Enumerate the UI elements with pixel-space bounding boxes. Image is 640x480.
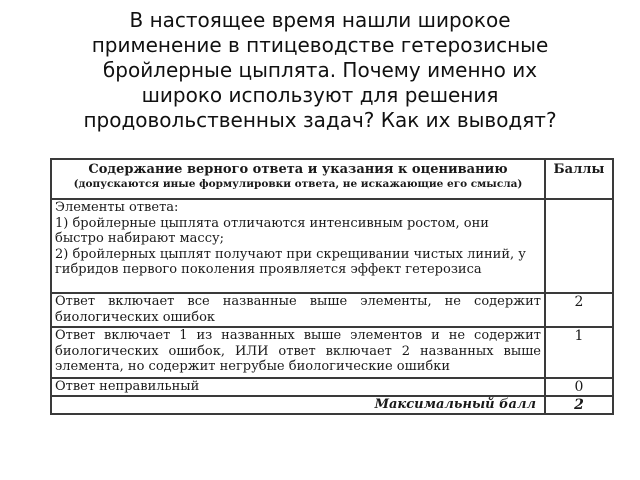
question-line: применение в птицеводстве гетерозисные xyxy=(91,33,549,57)
criterion-points: 2 xyxy=(545,293,613,327)
elements-row xyxy=(51,199,613,293)
question-line: В настоящее время нашли широкое xyxy=(129,8,511,32)
content-header-cell xyxy=(51,159,545,199)
criterion-text: Ответ включает все названные выше элементы, не содержит биологических ошибок xyxy=(51,293,545,327)
content-header-title: Содержание верного ответа и указания к оцениванию xyxy=(88,162,508,177)
score-row-1 xyxy=(51,327,613,378)
criterion-text: Ответ неправильный xyxy=(51,378,545,396)
question-line: широко используют для решения xyxy=(141,83,499,107)
element-1-line-1: 1) бройлерные цыплята отличаются интенсивным ростом, они xyxy=(55,215,489,231)
content-header-subtitle: (допускаются иные формулировки ответа, не искажающие его смысла) xyxy=(73,178,523,190)
grading-table xyxy=(50,158,614,415)
header-row xyxy=(51,159,613,199)
element-2-line-1: 2) бройлерных цыплят получают при скрещивании чистых линий, у xyxy=(55,246,526,262)
elements-points-cell xyxy=(545,199,613,293)
question-line: продовольственных задач? Как их выводят? xyxy=(83,108,557,132)
question-text xyxy=(40,8,600,133)
max-score-row xyxy=(51,396,613,414)
score-row-2 xyxy=(51,293,613,327)
max-score-label: Максимальный балл xyxy=(51,396,545,414)
criterion-points: 0 xyxy=(545,378,613,396)
answer-elements-cell xyxy=(51,199,545,293)
element-1-line-2: быстро набирают массу; xyxy=(55,231,224,246)
element-2-line-2: гибридов первого поколения проявляется эффект гетерозиса xyxy=(55,262,482,277)
score-row-0 xyxy=(51,378,613,396)
elements-title: Элементы ответа: xyxy=(55,200,179,215)
question-line: бройлерные цыплята. Почему именно их xyxy=(102,58,538,82)
criterion-points: 1 xyxy=(545,327,613,378)
criterion-text: Ответ включает 1 из названных выше элементов и не содержит биологических ошибок, ИЛИ ответ включает 2 названных выше элемента, но содержит негрубые биологические ошибки xyxy=(51,327,545,378)
max-score-points: 2 xyxy=(545,396,613,414)
points-header-cell: Баллы xyxy=(545,159,613,199)
